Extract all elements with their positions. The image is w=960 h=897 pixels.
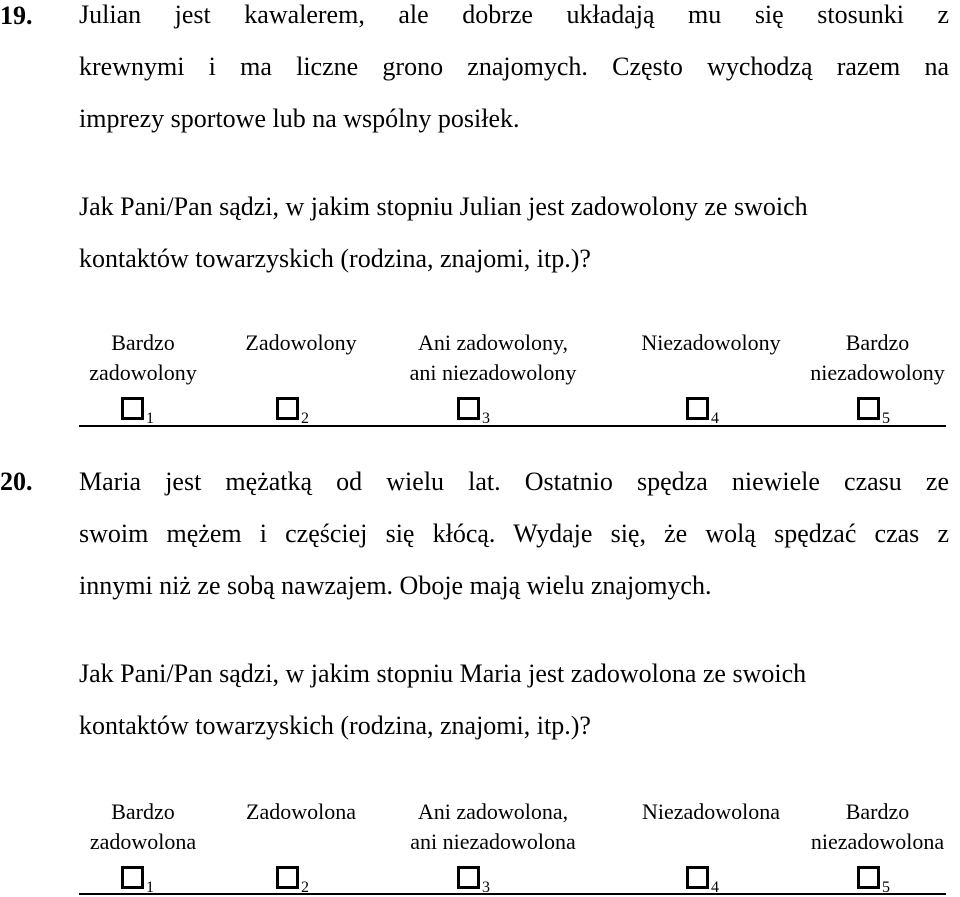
option-code: 3 — [482, 879, 490, 896]
option-label — [625, 328, 797, 358]
option-label — [795, 328, 960, 388]
vignette-line: Maria jest mężatką od wielu lat. Ostatnio spędza niewiele czasu ze — [79, 467, 949, 496]
vignette-line: imprezy sportowe lub na wspólny posiłek. — [79, 104, 520, 133]
option-code: 3 — [482, 410, 490, 427]
question-20-prompt — [79, 648, 949, 752]
checkbox-square-icon — [276, 866, 299, 889]
divider — [79, 893, 946, 895]
option-code: 2 — [301, 410, 309, 427]
option-label — [234, 797, 368, 827]
option-code: 4 — [711, 879, 719, 896]
option-label-line: Zadowolony — [245, 330, 357, 355]
option-label — [79, 328, 207, 388]
question-19-prompt — [79, 181, 949, 285]
vignette-line: swoim mężem i częściej się kłócą. Wydaje się, że wolą spędzać czas z — [79, 519, 949, 548]
option-label-line: ani niezadowolony — [409, 360, 577, 385]
question-20-vignette — [79, 456, 949, 612]
option-label-line: Ani zadowolony, — [417, 330, 569, 355]
checkbox-square-icon — [857, 397, 880, 420]
option-4-checkbox[interactable] — [686, 397, 726, 427]
option-code: 1 — [146, 410, 154, 427]
option-2-checkbox[interactable] — [276, 866, 316, 896]
checkbox-square-icon — [457, 866, 480, 889]
option-code: 1 — [146, 879, 154, 896]
option-5-checkbox[interactable] — [857, 866, 897, 896]
question-20-number: 20. — [0, 467, 33, 496]
checkbox-square-icon — [686, 866, 709, 889]
option-label-line: Bardzo — [845, 799, 910, 824]
prompt-line: Jak Pani/Pan sądzi, w jakim stopniu Maria jest zadowolona ze swoich — [79, 659, 807, 688]
vignette-line: innymi niż ze sobą nawzajem. Oboje mają wielu znajomych. — [79, 571, 712, 600]
option-label-line: ani niezadowolona — [410, 829, 576, 854]
option-label — [795, 797, 960, 857]
option-label-line: Bardzo — [845, 330, 910, 355]
option-label-line: zadowolony — [89, 360, 197, 385]
prompt-line: kontaktów towarzyskich (rodzina, znajomi, itp.)? — [79, 711, 591, 740]
option-label — [625, 797, 797, 827]
checkbox-square-icon — [121, 397, 144, 420]
option-3-checkbox[interactable] — [457, 866, 497, 896]
option-label-line: Zadowolona — [246, 799, 356, 824]
option-label-line: niezadowolona — [810, 829, 945, 854]
option-label-line: Niezadowolona — [641, 799, 781, 824]
vignette-line: krewnymi i ma liczne grono znajomych. Często wychodzą razem na — [79, 52, 949, 81]
checkbox-square-icon — [276, 397, 299, 420]
checkbox-square-icon — [121, 866, 144, 889]
option-label-line: Niezadowolony — [641, 330, 781, 355]
option-label-line: Bardzo — [111, 799, 175, 824]
option-label-line: Bardzo — [111, 330, 175, 355]
option-code: 5 — [882, 879, 890, 896]
option-label-line: Ani zadowolona, — [417, 799, 569, 824]
option-code: 4 — [711, 410, 719, 427]
prompt-line: Jak Pani/Pan sądzi, w jakim stopniu Julian jest zadowolony ze swoich — [79, 192, 808, 221]
option-label-line: niezadowolony — [810, 360, 945, 385]
vignette-line: Julian jest kawalerem, ale dobrze układają mu się stosunki z — [79, 0, 949, 29]
question-19-number: 19. — [0, 1, 33, 30]
option-label-line: zadowolona — [89, 829, 197, 854]
option-label — [389, 328, 597, 388]
option-4-checkbox[interactable] — [686, 866, 726, 896]
option-code: 5 — [882, 410, 890, 427]
option-1-checkbox[interactable] — [121, 866, 161, 896]
option-5-checkbox[interactable] — [857, 397, 897, 427]
prompt-line: kontaktów towarzyskich (rodzina, znajomi, itp.)? — [79, 244, 591, 273]
option-label — [234, 328, 368, 358]
checkbox-square-icon — [457, 397, 480, 420]
question-19-vignette — [79, 0, 949, 145]
option-label — [389, 797, 597, 857]
option-3-checkbox[interactable] — [457, 397, 497, 427]
option-2-checkbox[interactable] — [276, 397, 316, 427]
checkbox-square-icon — [686, 397, 709, 420]
option-code: 2 — [301, 879, 309, 896]
checkbox-square-icon — [857, 866, 880, 889]
option-label — [79, 797, 207, 857]
option-1-checkbox[interactable] — [121, 397, 161, 427]
divider — [79, 425, 946, 427]
